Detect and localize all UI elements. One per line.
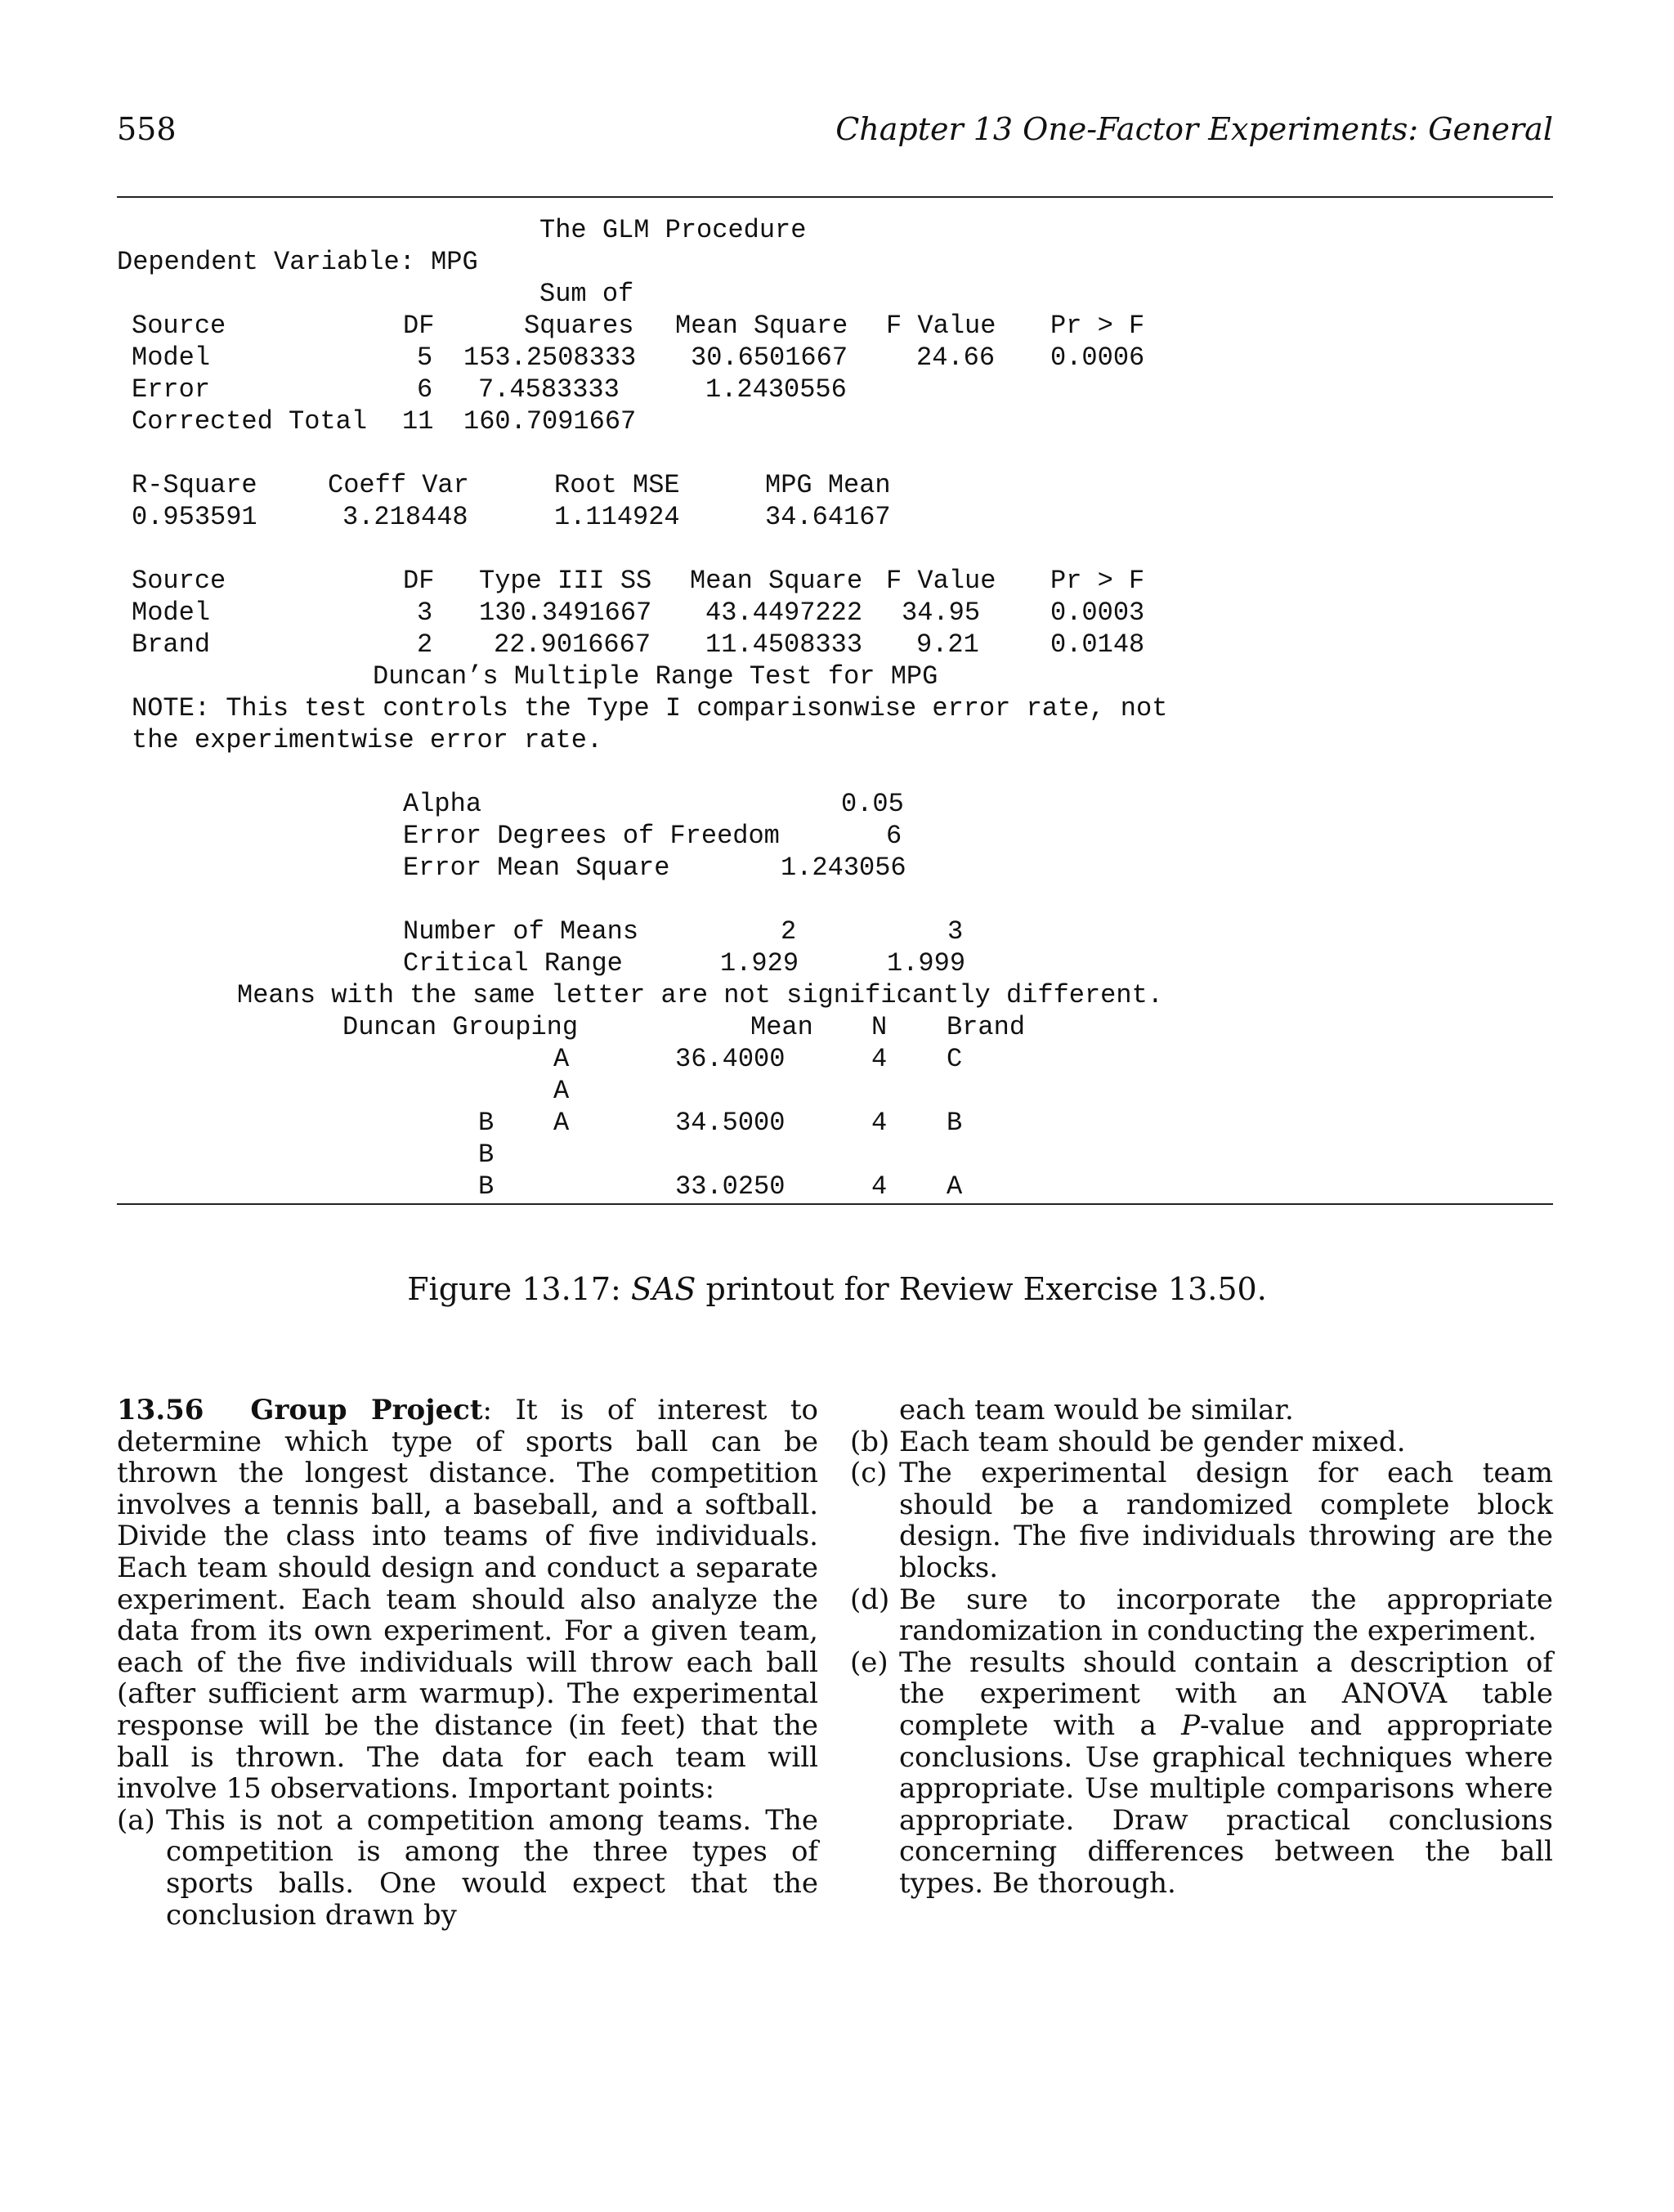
exercise-item-a-continued	[850, 1395, 1553, 1426]
critical-range-value: 1.999	[887, 948, 966, 978]
duncan-param-value: 0.05	[841, 789, 904, 819]
sas-printout	[117, 214, 1553, 1202]
exercise-title: Group Project	[250, 1394, 483, 1426]
anova-row-f: 24.66	[916, 343, 996, 373]
type3-header-f: F Value	[886, 566, 996, 596]
type3-header-p: Pr > F	[1050, 566, 1145, 596]
exercise-item-d	[850, 1584, 1553, 1647]
exercise-item-a	[117, 1805, 818, 1931]
grouping-letter: A	[553, 1044, 570, 1074]
exercise-right-column	[850, 1395, 1553, 1900]
top-rule	[117, 196, 1553, 198]
duncan-param-label: Error Mean Square	[403, 853, 670, 883]
anova-header-mean-square: Mean Square	[675, 311, 848, 341]
type3-header-source: Source	[132, 566, 226, 596]
duncan-note: the experimentwise error rate.	[132, 725, 603, 755]
grouping-header: Duncan Grouping	[342, 1012, 579, 1042]
item-text: This is not a competition among teams. The competition is among the three types of sports balls. One would expect that the conclusion drawn by	[166, 1803, 818, 1932]
type3-row-df: 3	[417, 598, 433, 628]
fit-header: Coeff Var	[328, 470, 469, 500]
grouping-header: N	[871, 1012, 888, 1042]
number-of-means-label: Number of Means	[403, 916, 639, 947]
item-label: (c)	[850, 1457, 888, 1490]
anova-row-df: 6	[417, 374, 433, 405]
anova-row-ss: 7.4583333	[478, 374, 620, 405]
number-of-means-value: 2	[781, 916, 797, 947]
critical-range-value: 1.929	[720, 948, 799, 978]
type3-row-ms: 11.4508333	[705, 629, 863, 660]
grouping-letter: B	[478, 1108, 495, 1138]
type3-row-ms: 43.4497222	[705, 598, 863, 628]
exercise-item-c	[850, 1458, 1553, 1583]
item-text-italic: P	[1181, 1708, 1201, 1742]
anova-header-pr-f: Pr > F	[1050, 311, 1145, 341]
anova-row-df: 11	[402, 406, 434, 437]
grouping-letter: A	[553, 1108, 570, 1138]
exercise-intro-text: : It is of interest to determine which type of sports ball can be thrown the longest distance. The competition involves a tennis ball, a baseball, and a softball. Divide the class into teams of five individuals. Each team should design and conduct a separate experiment. Each team should also analyze the data from its own experiment. For a given team, each of the five individuals will throw each ball (after sufficient arm warmup). The experimental response will be the distance (in feet) that the ball is thrown. The data for each team will involve 15 observations. Important points:	[117, 1394, 818, 1806]
type3-row-source: Brand	[132, 629, 211, 660]
fit-value: 3.218448	[342, 502, 468, 532]
bottom-rule	[117, 1203, 1553, 1205]
grouping-mean: 36.4000	[675, 1044, 786, 1074]
fit-header: MPG Mean	[765, 470, 891, 500]
grouping-brand: A	[947, 1171, 963, 1202]
critical-range-label: Critical Range	[403, 948, 623, 978]
item-text: each team would be similar.	[899, 1394, 1294, 1426]
item-label: (e)	[850, 1646, 888, 1679]
grouping-letter: B	[478, 1171, 495, 1202]
exercise-left-column	[117, 1395, 818, 1931]
anova-row-source: Corrected Total	[132, 406, 368, 437]
chapter-header: Chapter 13 One-Factor Experiments: General	[835, 111, 1553, 147]
duncan-title: Duncan’s Multiple Range Test for MPG	[373, 661, 938, 692]
fit-header: R-Square	[132, 470, 257, 500]
type3-header-ms: Mean Square	[690, 566, 863, 596]
fit-value: 1.114924	[554, 502, 680, 532]
type3-row-p: 0.0148	[1050, 629, 1145, 660]
item-text: The experimental design for each team should be a randomized complete block design. The five individuals throwing are the blocks.	[899, 1457, 1553, 1584]
exercise-item-e	[850, 1647, 1553, 1900]
figure-caption	[0, 1271, 1674, 1307]
anova-header-squares: Squares	[524, 311, 634, 341]
grouping-mean: 34.5000	[675, 1108, 786, 1138]
grouping-n: 4	[871, 1044, 888, 1074]
type3-header-ss: Type III SS	[479, 566, 652, 596]
type3-row-f: 9.21	[916, 629, 979, 660]
dependent-variable: Dependent Variable: MPG	[117, 247, 478, 277]
anova-row-p: 0.0006	[1050, 343, 1145, 373]
glm-title: The GLM Procedure	[539, 215, 807, 245]
fit-value: 34.64167	[765, 502, 891, 532]
item-text: -value and appropriate conclusions. Use graphical techniques where appropriate. Use multiple comparisons where appropriate. Draw practical conclusions concerning differences between the ball types. Be thorough.	[899, 1708, 1553, 1900]
grouping-brand: B	[947, 1108, 963, 1138]
item-text: Be sure to incorporate the appropriate randomization in conducting the experiment.	[899, 1583, 1553, 1648]
means-note: Means with the same letter are not significantly different.	[237, 980, 1163, 1010]
caption-emphasis: SAS	[630, 1271, 696, 1307]
grouping-brand: C	[947, 1044, 963, 1074]
exercise-item-b	[850, 1426, 1553, 1458]
anova-row-ss: 153.2508333	[463, 343, 637, 373]
type3-row-f: 34.95	[902, 598, 981, 628]
grouping-header: Mean	[750, 1012, 813, 1042]
anova-row-df: 5	[417, 343, 433, 373]
duncan-note: NOTE: This test controls the Type I comparisonwise error rate, not	[132, 693, 1168, 723]
anova-row-source: Error	[132, 374, 211, 405]
anova-row-source: Model	[132, 343, 211, 373]
grouping-n: 4	[871, 1108, 888, 1138]
number-of-means-value: 3	[947, 916, 964, 947]
type3-row-p: 0.0003	[1050, 598, 1145, 628]
grouping-n: 4	[871, 1171, 888, 1202]
item-label: (a)	[117, 1803, 155, 1837]
fit-value: 0.953591	[132, 502, 257, 532]
item-label: (d)	[850, 1583, 890, 1616]
anova-row-ss: 160.7091667	[463, 406, 637, 437]
type3-row-source: Model	[132, 598, 211, 628]
caption-suffix: printout for Review Exercise 13.50.	[696, 1271, 1267, 1307]
duncan-param-label: Alpha	[403, 789, 482, 819]
anova-header-df: DF	[403, 311, 435, 341]
anova-header-source: Source	[132, 311, 226, 341]
item-text: The results should contain a description of the experiment with an ANOVA table complete with a	[899, 1646, 1553, 1742]
grouping-mean: 33.0250	[675, 1171, 786, 1202]
exercise-number: 13.56	[117, 1394, 204, 1426]
page-number: 558	[117, 111, 177, 147]
exercise-intro	[117, 1395, 818, 1805]
grouping-header: Brand	[947, 1012, 1026, 1042]
item-label: (b)	[850, 1425, 890, 1458]
type3-row-ss: 130.3491667	[479, 598, 652, 628]
anova-row-ms: 1.2430556	[705, 374, 847, 405]
type3-header-df: DF	[403, 566, 435, 596]
fit-header: Root MSE	[554, 470, 680, 500]
duncan-param-value: 1.243056	[781, 853, 906, 883]
grouping-letter: B	[478, 1140, 495, 1170]
duncan-param-label: Error Degrees of Freedom	[403, 821, 780, 851]
anova-row-ms: 30.6501667	[691, 343, 848, 373]
type3-row-ss: 22.9016667	[494, 629, 651, 660]
type3-row-df: 2	[417, 629, 433, 660]
item-text: Each team should be gender mixed.	[899, 1425, 1406, 1458]
caption-prefix: Figure 13.17:	[407, 1271, 631, 1307]
grouping-letter: A	[553, 1076, 570, 1106]
anova-header-f-value: F Value	[886, 311, 996, 341]
duncan-param-value: 6	[886, 821, 902, 851]
sum-of-label: Sum of	[539, 279, 634, 309]
